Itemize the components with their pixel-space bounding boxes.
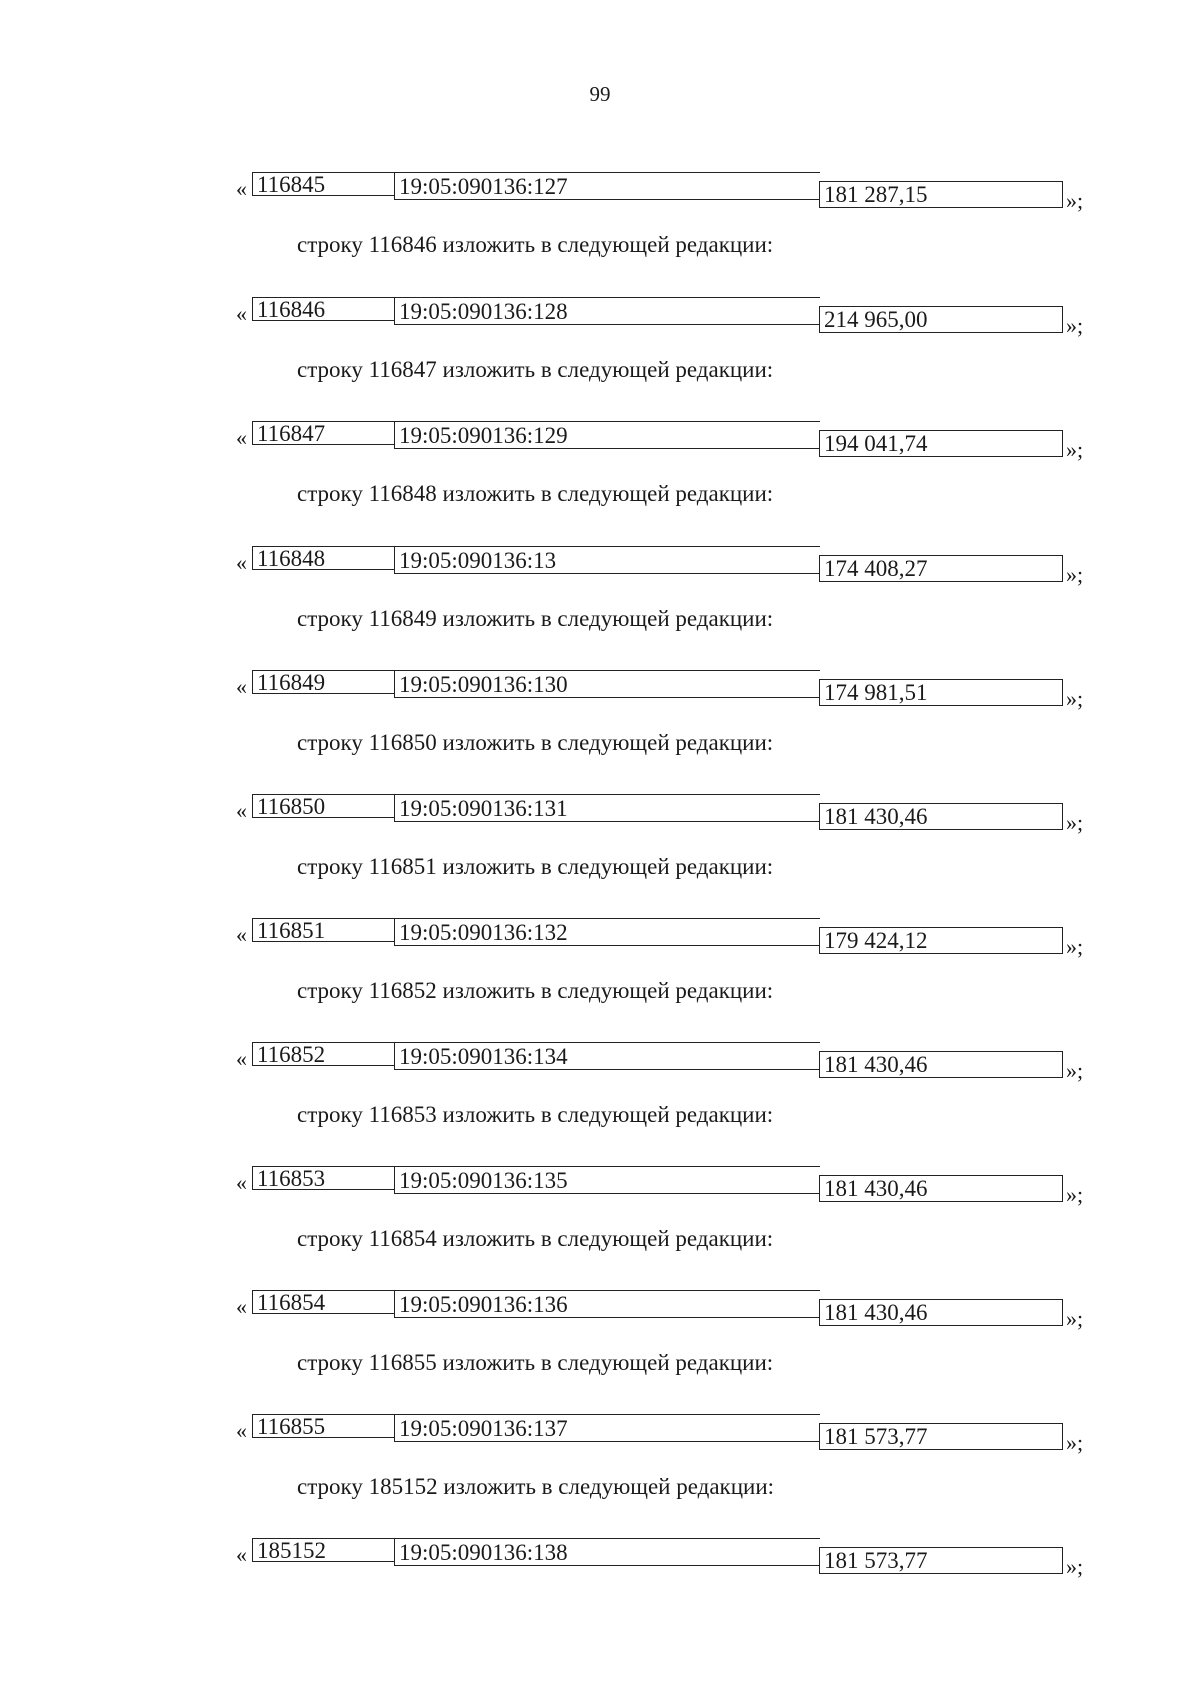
value-cell: 174 981,51	[819, 679, 1063, 706]
table-row	[0, 918, 1200, 959]
closing-quote: »;	[1066, 686, 1084, 711]
instruction-text: строку 116848 изложить в следующей редакции:	[297, 481, 774, 506]
instruction-text: строку 116849 изложить в следующей редакции:	[297, 606, 774, 631]
row-id-cell: 116848	[252, 546, 395, 570]
opening-quote: «	[236, 550, 247, 575]
value-cell: 181 573,77	[819, 1547, 1063, 1574]
instruction-text: строку 116853 изложить в следующей редакции:	[297, 1102, 774, 1127]
table-row	[0, 1538, 1200, 1579]
value-cell: 181 430,46	[819, 803, 1063, 830]
opening-quote: «	[236, 301, 247, 326]
opening-quote: «	[236, 674, 247, 699]
closing-quote: »;	[1066, 1554, 1084, 1579]
amendment-block	[0, 1042, 1200, 1166]
cadastral-number-cell: 19:05:090136:135	[394, 1166, 820, 1194]
amendment-block	[0, 1290, 1200, 1414]
cadastral-number-cell: 19:05:090136:136	[394, 1290, 820, 1318]
value-cell: 181 430,46	[819, 1175, 1063, 1202]
closing-quote: »;	[1066, 1182, 1084, 1207]
row-id-cell: 116847	[252, 421, 395, 445]
table-row	[0, 297, 1200, 338]
amendment-block	[0, 172, 1200, 296]
row-id-cell: 116851	[252, 918, 395, 942]
opening-quote: «	[236, 1294, 247, 1319]
table-row	[0, 421, 1200, 462]
instruction-text: строку 185152 изложить в следующей редакции:	[297, 1474, 775, 1499]
instruction-text: строку 116850 изложить в следующей редакции:	[297, 730, 774, 755]
cadastral-number-cell: 19:05:090136:13	[394, 546, 820, 574]
opening-quote: «	[236, 1542, 247, 1567]
closing-quote: »;	[1066, 1306, 1084, 1331]
value-cell: 194 041,74	[819, 430, 1063, 457]
value-cell: 181 430,46	[819, 1299, 1063, 1326]
cadastral-number-cell: 19:05:090136:138	[394, 1538, 820, 1566]
value-cell: 179 424,12	[819, 927, 1063, 954]
table-row	[0, 172, 1200, 213]
instruction-text: строку 116854 изложить в следующей редакции:	[297, 1226, 774, 1251]
opening-quote: «	[236, 922, 247, 947]
closing-quote: »;	[1066, 562, 1084, 587]
row-id-cell: 185152	[252, 1538, 395, 1562]
row-id-cell: 116853	[252, 1166, 395, 1190]
amendment-block	[0, 297, 1200, 421]
amendment-block	[0, 421, 1200, 545]
closing-quote: »;	[1066, 1058, 1084, 1083]
closing-quote: »;	[1066, 810, 1084, 835]
opening-quote: «	[236, 798, 247, 823]
cadastral-number-cell: 19:05:090136:137	[394, 1414, 820, 1442]
value-cell: 181 573,77	[819, 1423, 1063, 1450]
table-row	[0, 1166, 1200, 1207]
cadastral-number-cell: 19:05:090136:132	[394, 918, 820, 946]
table-row	[0, 546, 1200, 587]
amendment-block	[0, 794, 1200, 918]
amendment-block	[0, 1414, 1200, 1538]
table-row	[0, 1290, 1200, 1331]
page-number: 99	[589, 82, 611, 106]
instruction-text: строку 116852 изложить в следующей редакции:	[297, 978, 774, 1003]
row-id-cell: 116854	[252, 1290, 395, 1314]
opening-quote: «	[236, 425, 247, 450]
instruction-text: строку 116846 изложить в следующей редакции:	[297, 232, 774, 257]
amendment-block	[0, 670, 1200, 794]
row-id-cell: 116855	[252, 1414, 395, 1438]
row-id-cell: 116850	[252, 794, 395, 818]
cadastral-number-cell: 19:05:090136:129	[394, 421, 820, 449]
value-cell: 181 287,15	[819, 181, 1063, 208]
closing-quote: »;	[1066, 188, 1084, 213]
amendment-block	[0, 546, 1200, 670]
value-cell: 181 430,46	[819, 1051, 1063, 1078]
closing-quote: »;	[1066, 437, 1084, 462]
row-id-cell: 116845	[252, 172, 395, 196]
table-row	[0, 1042, 1200, 1083]
cadastral-number-cell: 19:05:090136:134	[394, 1042, 820, 1070]
opening-quote: «	[236, 1046, 247, 1071]
amendment-block	[0, 1538, 1200, 1662]
amendment-block	[0, 1166, 1200, 1290]
cadastral-number-cell: 19:05:090136:131	[394, 794, 820, 822]
closing-quote: »;	[1066, 313, 1084, 338]
table-row	[0, 1414, 1200, 1455]
closing-quote: »;	[1066, 1430, 1084, 1455]
row-id-cell: 116849	[252, 670, 395, 694]
instruction-text: строку 116847 изложить в следующей редакции:	[297, 357, 774, 382]
table-row	[0, 670, 1200, 711]
amendment-block	[0, 918, 1200, 1042]
opening-quote: «	[236, 176, 247, 201]
opening-quote: «	[236, 1418, 247, 1443]
table-row	[0, 794, 1200, 835]
instruction-text: строку 116855 изложить в следующей редакции:	[297, 1350, 774, 1375]
closing-quote: »;	[1066, 934, 1084, 959]
value-cell: 214 965,00	[819, 306, 1063, 333]
opening-quote: «	[236, 1170, 247, 1195]
cadastral-number-cell: 19:05:090136:128	[394, 297, 820, 325]
instruction-text: строку 116851 изложить в следующей редакции:	[297, 854, 774, 879]
row-id-cell: 116846	[252, 297, 395, 321]
cadastral-number-cell: 19:05:090136:127	[394, 172, 820, 200]
row-id-cell: 116852	[252, 1042, 395, 1066]
value-cell: 174 408,27	[819, 555, 1063, 582]
cadastral-number-cell: 19:05:090136:130	[394, 670, 820, 698]
